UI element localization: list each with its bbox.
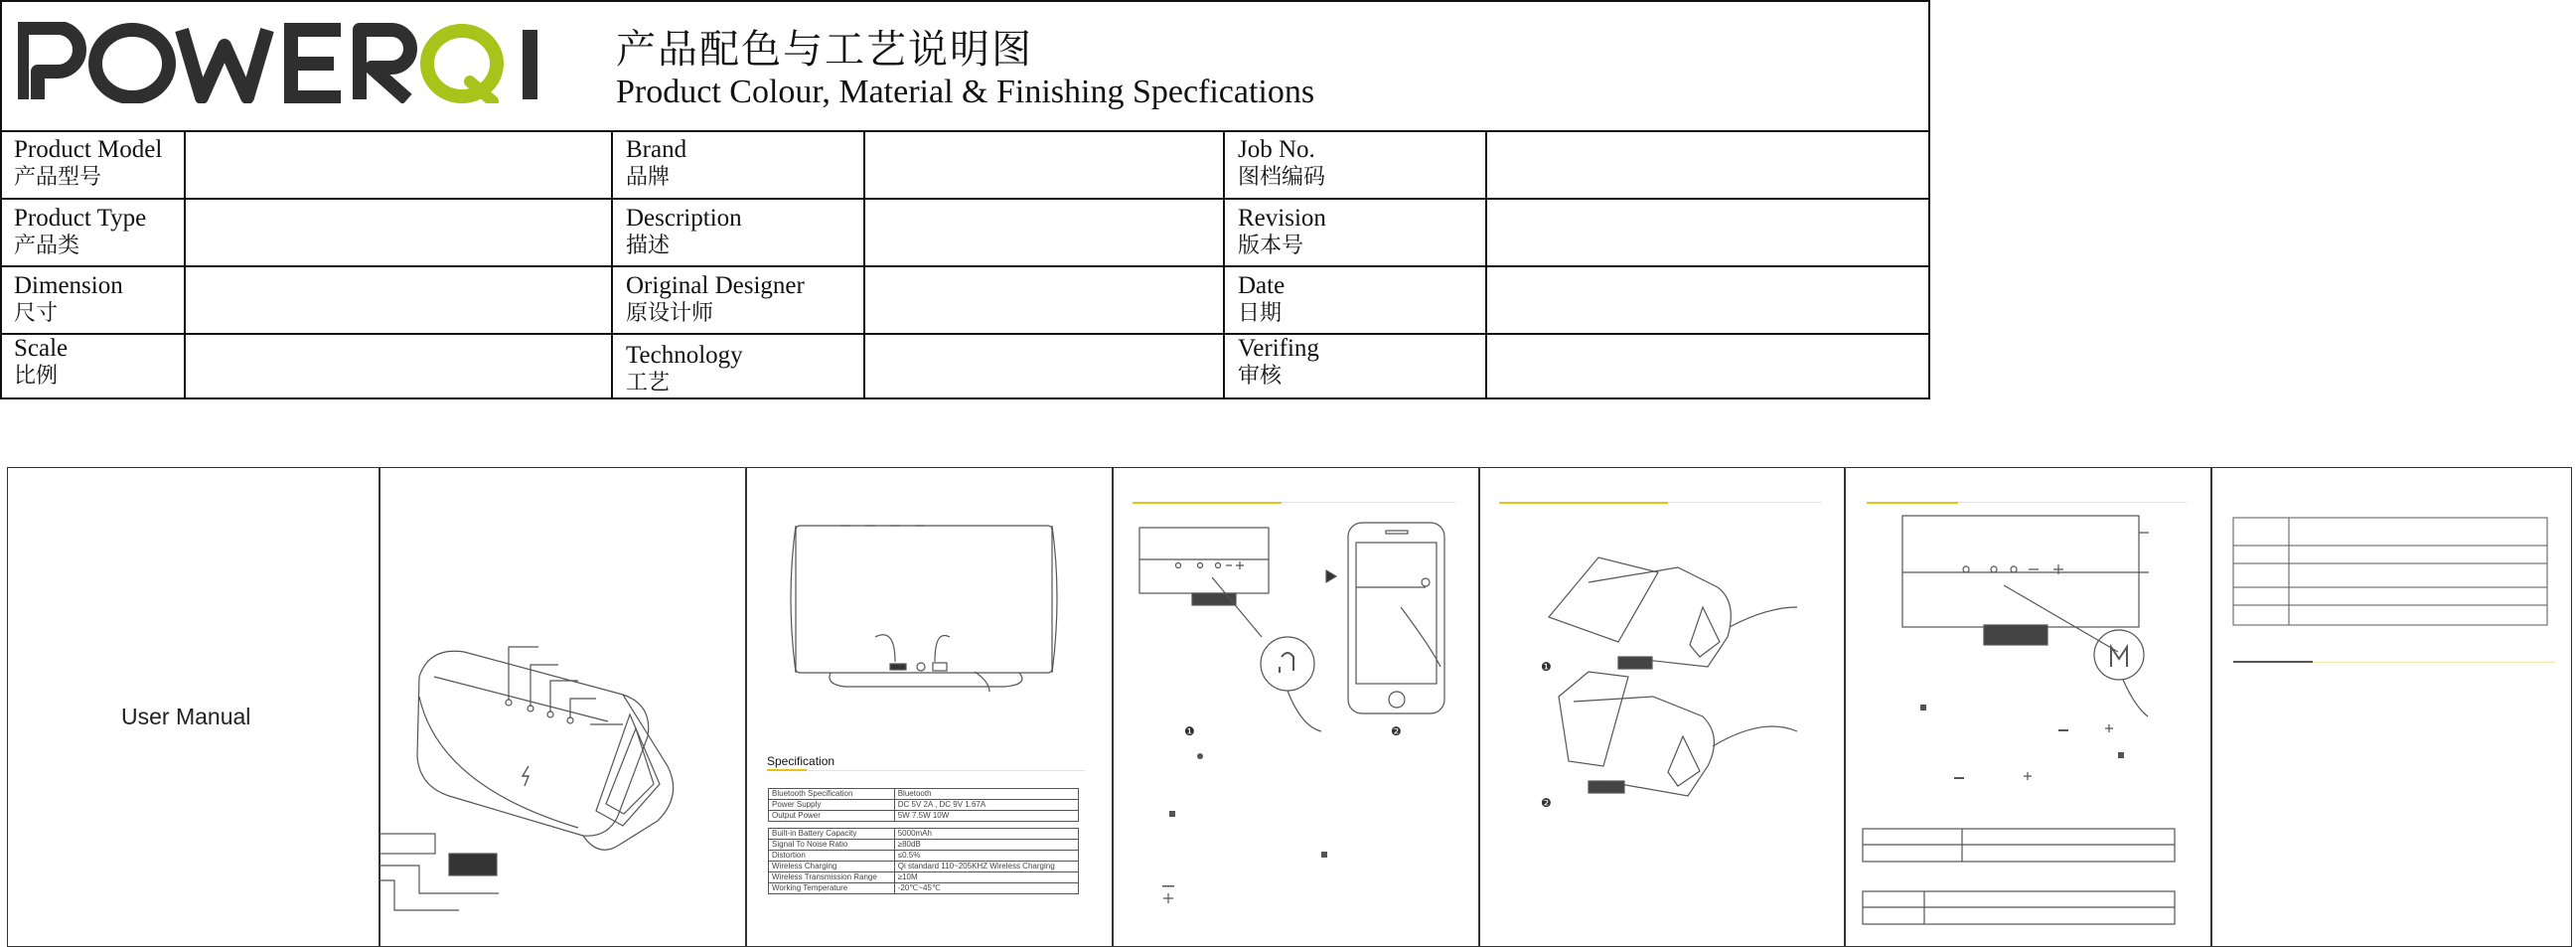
spec-key: Power Supply — [769, 800, 895, 811]
spec-key — [769, 822, 895, 829]
column-divider — [611, 131, 613, 399]
field-revision: Revision 版本号 — [1238, 205, 1326, 258]
speaker-front-illustration — [746, 468, 1112, 766]
column-divider — [1485, 131, 1487, 399]
powerqi-logo — [18, 22, 559, 103]
table-row — [769, 800, 1079, 811]
spec-key: Working Temperature — [769, 883, 895, 894]
field-product-model: Product Model 产品型号 — [14, 136, 163, 190]
spec-key: Bluetooth Specification — [769, 789, 895, 800]
title-english: Product Colour, Material & Finishing Specfications — [616, 74, 1315, 110]
wireless-charging-illustration — [1479, 468, 1844, 946]
column-divider — [1223, 131, 1225, 399]
row-divider — [0, 198, 1930, 200]
column-divider — [863, 131, 865, 399]
field-brand: Brand 品牌 — [626, 136, 687, 190]
table-row — [769, 811, 1079, 822]
row-divider — [0, 130, 1930, 132]
field-verifing: Verifing 审核 — [1238, 335, 1319, 389]
specification-title: Specification — [767, 754, 835, 768]
spec-key: Distortion — [769, 851, 895, 862]
spec-value: ≤0.5% — [894, 851, 1078, 862]
spec-title-underline — [767, 769, 807, 771]
field-technology: Technology 工艺 — [626, 342, 743, 395]
charging-step-1: ❶ — [1541, 660, 1552, 674]
field-product-type: Product Type 产品类 — [14, 205, 147, 258]
controls-detail-illustration — [1845, 468, 2210, 946]
indicator-table-illustration — [2211, 468, 2571, 946]
title-chinese: 产品配色与工艺说明图 — [616, 27, 1033, 73]
row-divider — [0, 333, 1930, 335]
spec-value: Bluetooth — [894, 789, 1078, 800]
spec-value: ≥10M — [894, 872, 1078, 883]
spec-key: Wireless Charging — [769, 862, 895, 872]
spec-value: -20℃~45℃ — [894, 883, 1078, 894]
speaker-perspective-illustration — [379, 468, 745, 946]
field-date: Date 日期 — [1238, 272, 1286, 326]
spec-key: Output Power — [769, 811, 895, 822]
spec-key: Built-in Battery Capacity — [769, 829, 895, 840]
step-2-marker: ❷ — [1391, 724, 1402, 738]
table-row — [769, 789, 1079, 800]
specification-table — [768, 788, 1079, 894]
table-row — [769, 840, 1079, 851]
spec-value: Qi standard 110~205KHZ Wireless Charging — [894, 862, 1078, 872]
spec-key: Wireless Transmission Range — [769, 872, 895, 883]
step-1-marker: ❶ — [1184, 724, 1195, 738]
field-job-no: Job No. 图档编码 — [1238, 136, 1326, 190]
table-row — [769, 883, 1079, 894]
manual-cover-title: User Manual — [121, 704, 251, 729]
spec-value: DC 5V 2A , DC 9V 1.67A — [894, 800, 1078, 811]
spec-value: ≥80dB — [894, 840, 1078, 851]
table-row — [769, 822, 1079, 829]
spec-title-rule — [807, 770, 1085, 771]
spec-value — [894, 822, 1078, 829]
spec-value: 5000mAh — [894, 829, 1078, 840]
bluetooth-pairing-illustration — [1113, 468, 1478, 946]
spec-key: Signal To Noise Ratio — [769, 840, 895, 851]
charging-step-2: ❷ — [1541, 796, 1552, 810]
table-row — [769, 829, 1079, 840]
table-row — [769, 872, 1079, 883]
field-dimension: Dimension 尺寸 — [14, 272, 123, 326]
table-row — [769, 851, 1079, 862]
field-scale: Scale 比例 — [14, 335, 69, 389]
field-original-designer: Original Designer 原设计师 — [626, 272, 805, 326]
row-divider — [0, 265, 1930, 267]
spec-value: 5W 7.5W 10W — [894, 811, 1078, 822]
field-description: Description 描述 — [626, 205, 742, 258]
column-divider — [184, 131, 186, 399]
table-row — [769, 862, 1079, 872]
